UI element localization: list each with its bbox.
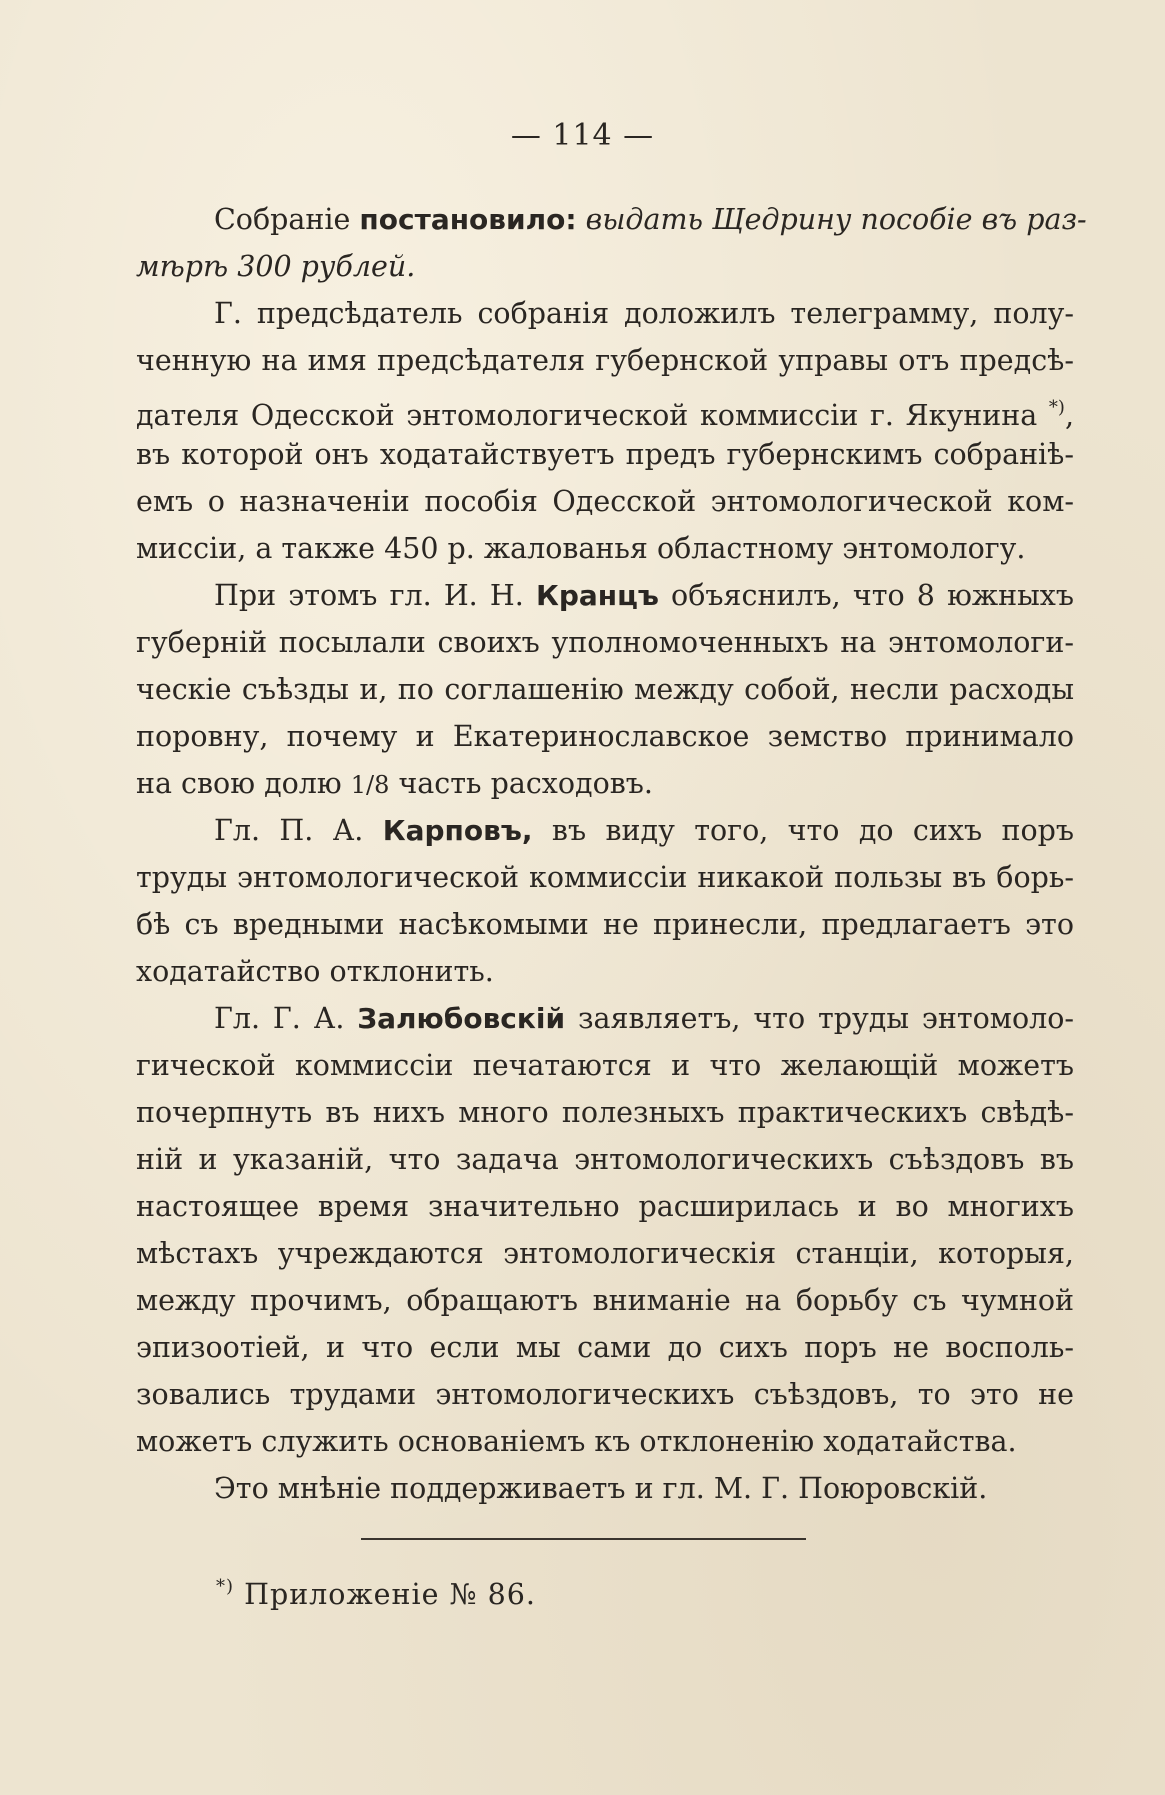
text-line: эпизоотіей, и что если мы сами до сихъ поръ не восполь-: [136, 1331, 1074, 1364]
text-line: гической коммиссіи печатаются и что желающій можетъ: [136, 1049, 1074, 1082]
text-line: между прочимъ, обращаютъ вниманіе на борьбу съ чумной: [136, 1284, 1074, 1317]
line-segment: заявляетъ, что труды энтомоло-: [565, 1002, 1074, 1035]
italic-phrase: мѣрѣ 300 рублей.: [136, 250, 416, 283]
page-number: — 114 —: [510, 118, 655, 153]
text-line: поровну, почему и Екатеринославское земство принимало: [136, 720, 1074, 753]
footnote-mark: *): [216, 1576, 235, 1597]
speaker-name: Карповъ,: [382, 814, 533, 847]
bold-phrase: постановило:: [359, 203, 577, 236]
line-segment: часть расходовъ.: [389, 767, 653, 800]
line-segment: объяснилъ, что 8 южныхъ: [658, 579, 1074, 612]
footnote-divider: [361, 1538, 806, 1540]
text-line: труды энтомологической коммиссіи никакой пользы въ борь-: [136, 861, 1074, 894]
italic-phrase: выдать Щедрину пособіе въ раз-: [576, 203, 1087, 236]
text-line: Это мнѣніе поддерживаетъ и гл. М. Г. Поюровскій.: [214, 1472, 988, 1505]
text-line: мѣстахъ учреждаются энтомологическія станціи, которыя,: [136, 1237, 1074, 1270]
footnote-text: Приложеніе № 86.: [234, 1578, 536, 1611]
text-line: [136, 995, 1074, 1042]
text-line: ческіе съѣзды и, по соглашенію между собой, несли расходы: [136, 673, 1074, 706]
text-line: губерній посылали своихъ уполномоченныхъ на энтомологи-: [136, 626, 1074, 659]
text-line: бѣ съ вредными насѣкомыми не принесли, предлагаетъ это: [136, 908, 1074, 941]
fraction: 1/8: [350, 771, 390, 799]
line-segment: ,: [1064, 399, 1074, 432]
line-segment: Гл. П. А.: [214, 814, 383, 847]
line-segment: Гл. Г. А.: [214, 1002, 358, 1035]
text-line: [136, 807, 1074, 854]
text-line: [136, 196, 1087, 243]
text-line: въ которой онъ ходатайствуетъ предъ губернскимъ собраніѣ-: [136, 438, 1074, 471]
text-line: Г. предсѣдатель собранія доложилъ телеграмму, полу-: [214, 297, 1074, 330]
text-line: почерпнуть въ нихъ много полезныхъ практическихъ свѣдѣ-: [136, 1096, 1074, 1129]
main-text: [136, 196, 1087, 1512]
line-segment: дателя Одесской энтомологической коммиссіи г. Якунина: [136, 399, 1049, 432]
text-line: ній и указаній, что задача энтомологическихъ съѣздовъ въ: [136, 1143, 1074, 1176]
text-line: зовались трудами энтомологическихъ съѣздовъ, то это не: [136, 1378, 1074, 1411]
text-line: миссіи, а также 450 р. жалованья областному энтомологу.: [136, 532, 1026, 565]
line-segment: въ виду того, что до сихъ поръ: [532, 814, 1074, 847]
text-line: [136, 243, 1074, 290]
text-line: настоящее время значительно расширилась и во многихъ: [136, 1190, 1074, 1223]
line-segment: на свою долю: [136, 767, 351, 800]
speaker-name: Кранцъ: [535, 579, 659, 612]
text-line: можетъ служить основаніемъ къ отклоненію ходатайства.: [136, 1425, 1017, 1458]
line-segment: При этомъ гл. И. Н.: [214, 579, 536, 612]
text-line: ходатайство отклонить.: [136, 955, 494, 988]
text-line: ченную на имя предсѣдателя губернской управы отъ предсѣ-: [136, 344, 1074, 377]
footnote-reference: *): [1048, 397, 1065, 418]
footnote: [216, 1567, 536, 1615]
speaker-name: Залюбовскій: [357, 1002, 566, 1035]
text-line: емъ о назначеніи пособія Одесской энтомологической ком-: [136, 485, 1074, 518]
text-line: [136, 760, 1074, 807]
line-segment: Собраніе: [214, 203, 360, 236]
text-line: [136, 572, 1074, 619]
text-line: [136, 384, 1074, 431]
